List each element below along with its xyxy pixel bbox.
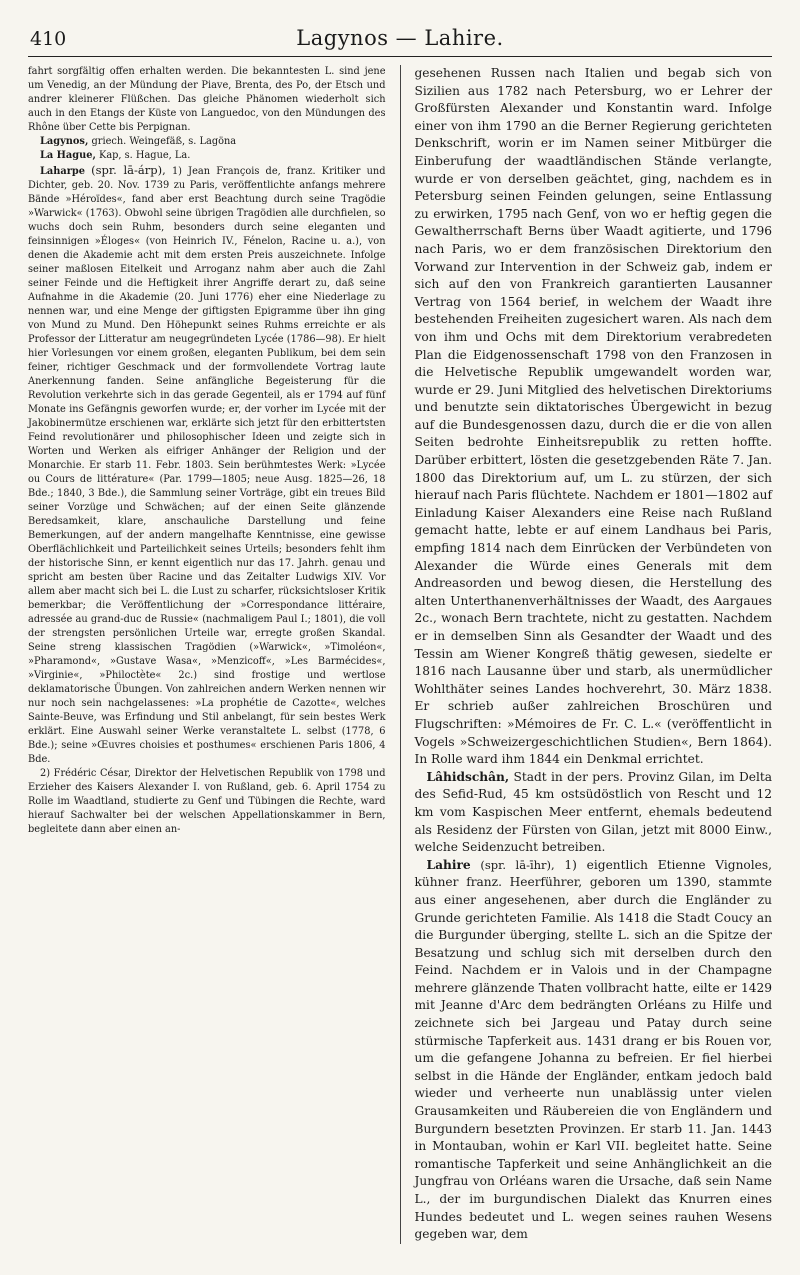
pronunciation: (spr. lā-īhr), <box>480 857 555 872</box>
page-header <box>28 22 772 57</box>
pronunciation: (spr. lā-árp), <box>91 163 166 177</box>
entry-continuation: fahrt sorgfältig offen erhalten werden. Die bekanntesten L. sind jene um Venedig, an der Mündung der Piave, Brenta, des Po, der Etsch und andrer kleinerer Flüßchen. Das gleiche Phänomen wiederholt sich auch in den Etangs der Küste von Languedoc, von den Mündungen des Rhône über Cette bis Perpignan. <box>28 66 386 133</box>
headword: Lâhidschân, <box>426 769 510 784</box>
headword: Lagynos, <box>40 136 89 147</box>
entry-continuation: gesehenen Russen nach Italien und begab sich von Sizilien aus 1782 nach Petersburg, wo er Lehrer der Großfürsten Alexander und Konstantin ward. Infolge einer von ihm 1790 an die Berner Regierung gerichteten Denkschrift, worin er im Namen seiner Mitbürger die Einberufung der waadtländischen Stände verlangte, wurde er von derselben geächtet, ging, nachdem es in Petersburg seinen Feinden gelungen, seine Entlassung zu erwirken, 1795 nach Genf, von wo er heftig gegen die Gewaltherrschaft Berns über Waadt agitierte, und 1796 nach Paris, wo er dem französischen Direktorium den Vorwand zur Intervention in der Schweiz gab, indem er sich auf den von Frankreich garantierten Lausanner Vertrag von 1564 berief, in welchem der Waadt ihre bestehenden Freiheiten zugesichert waren. Als nach dem von ihm und Ochs mit dem Direktorium verabredeten Plan die Eidgenossenschaft 1798 von den Franzosen in die Helvetische Republik umgewandelt worden war, wurde er 29. Juni Mitglied des helvetischen Direktoriums und benutzte sein diktatorisches Übergewicht in bezug auf die Bundesgenossen dazu, durch die er die von allen Seiten bedrohte Einheitsrepublik zu retten hoffte. Darüber erbittert, lösten die gesetzgebenden Räte 7. Jan. 1800 das Direktorium auf, um L. zu stürzen, der sich hierauf nach Paris flüchtete. Nachdem er 1801—1802 auf Einladung Kaiser Alexanders eine Reise nach Rußland gemacht hatte, lebte er auf einem Landhaus bei Paris, empfing 1814 nach dem Einrücken der Verbündeten von Alexander die Würde eines Generals mit dem Andreasorden und bewog diesen, die Herstellung des alten Unterthanenverhältnisses der Waadt, des Aargaues 2c., wonach Bern trachtete, nicht zu gestatten. Nachdem er in demselben Sinn als Gesandter der Waadt und des Tessin am Wiener Kongreß thätig gewesen, siedelte er 1816 nach Lausanne über und starb, als unermüdlicher Wohlthäter seines Landes hochverehrt, 30. März 1838. Er schrieb außer zahlreichen Broschüren und Flugschriften: »Mémoires de Fr. C. L.« (veröffentlicht in Vogels »Schweizergeschichtlichen Studien«, Bern 1864). In Rolle ward ihm 1844 ein Denkmal errichtet. <box>414 66 773 767</box>
headword: La Hague, <box>40 150 96 161</box>
columns <box>28 65 772 1244</box>
entry-lahidschan: Lâhidschân, Stadt in der pers. Provinz Gilan, im Delta des Sefid-Rud, 45 km ostsüdöstlich von Rescht und 12 km vom Kaspischen Meer entfernt, ehemals bedeutend als Residenz der Fürsten von Gilan, jetzt mit 8000 Einw., welche Seidenzucht betreiben. <box>414 769 773 855</box>
entry-lahire: Lahire (spr. lā-īhr), 1) eigentlich Etienne Vignoles, kühner franz. Heerführer, geboren um 1390, stammte aus einer angesehenen, aber durch die Engländer zu Grunde gerichteten Familie. Als 1418 die Stadt Coucy an die Burgunder überging, stellte L. sich an die Spitze der Besatzung und schlug sich mit derselben durch den Feind. Nachdem er in Valois und in der Champagne mehrere glänzende Thaten vollbracht hatte, eilte er 1429 mit Jeanne d'Arc dem bedrängten Orléans zu Hilfe und zeichnete sich bei Jargeau und Patay durch seine stürmische Tapferkeit aus. 1431 drang er bis Rouen vor, um die gefangene Johanna zu befreien. Er fiel hierbei selbst in die Hände der Engländer, entkam jedoch bald wieder und verheerte nun unablässig unter vielen Grausamkeiten und Räubereien die von Engländern und Burgundern besetzten Provinzen. Er starb 11. Jan. 1443 in Montauban, wohin er Karl VII. begleitet hatte. Seine romantische Tapferkeit und seine Anhänglichkeit an die Jungfrau von Orléans waren die Ursache, daß sein Name L., der im burgundischen Dialekt das Knurren eines Hundes bedeutet und L. wegen seines rauhen Wesens gegeben war, dem <box>414 857 773 1242</box>
entry-laharpe-2: 2) Frédéric César, Direktor der Helvetischen Republik von 1798 und Erzieher des Kaisers Alexander I. von Rußland, geb. 6. April 1754 zu Rolle im Waadtland, studierte zu Genf und Tübingen die Rechte, ward hierauf Sachwalter bei der welschen Appellationskammer in Bern, begleitete dann aber einen an- <box>28 768 386 835</box>
running-title: Lagynos — Lahire. <box>296 26 504 50</box>
column-divider <box>400 65 401 1244</box>
right-column <box>415 65 773 1244</box>
entry-la-hague: La Hague, Kap, s. Hague, La. <box>40 150 191 161</box>
headword: Lahire <box>426 857 471 872</box>
left-column <box>28 65 386 1244</box>
page-number: 410 <box>30 28 67 50</box>
entry-lagynos: Lagynos, griech. Weingefäß, s. Lagöna <box>40 136 237 147</box>
headword: Laharpe <box>40 166 85 177</box>
entry-laharpe: Laharpe (spr. lā-árp), 1) Jean François de, franz. Kritiker und Dichter, geb. 20. Nov. 1739 zu Paris, veröffentlichte anfangs mehrere Bände »Héroïdes«, fand aber erst Beachtung durch seine Tragödie »Warwick« (1763). Obwohl seine übrigen Tragödien alle durchfielen, so wuchs doch sein Ruhm, besonders durch seine eleganten und feinsinnigen »Éloges« (von Heinrich IV., Fénelon, Racine u. a.), von denen die Akademie acht mit dem ersten Preis auszeichnete. Infolge seiner maßlosen Eitelkeit und Arroganz nahm aber auch die Zahl seiner Feinde und die Heftigkeit ihrer Angriffe derart zu, daß seine Aufnahme in die Akademie (20. Juni 1776) eher eine Niederlage zu nennen war, und eine Menge der giftigsten Epigramme über ihn ging von Mund zu Mund. Den Höhepunkt seines Ruhms erreichte er als Professor der Litteratur am neugegründeten Lycée (1786—98). Er hielt hier Vorlesungen vor einem großen, eleganten Publikum, bei dem sein feiner, richtiger Geschmack und der formvollendete Vortrag laute Anerkennung fanden. Seine anfängliche Begeisterung für die Revolution verkehrte sich in das gerade Gegenteil, als er 1794 auf fünf Monate ins Gefängnis geworfen wurde; er, der vorher im Lycée mit der Jakobinermütze erschienen war, erklärte sich jetzt für den erbittertsten Feind revolutionärer und philosophischer Ideen und zeigte sich in Worten und Werken als eifriger Anhänger der Religion und der Monarchie. Er starb 11. Febr. 1803. Sein berühmtestes Werk: »Lycée ou Cours de littérature« (Par. 1799—1805; neue Ausg. 1825—26, 18 Bde.; 1840, 3 Bde.), die Sammlung seiner Vorträge, gibt ein treues Bild seiner Vorzüge und Schwächen; auf der einen Seite glänzende Beredsamkeit, klare, anschauliche Darstellung und feine Bemerkungen, auf der andern mangelhafte Kenntnisse, eine gewisse Oberflächlichkeit und Parteilichkeit seines Urteils; besonders fehlt ihm der historische Sinn, er kennt eigentlich nur das 17. Jahrh. genau und spricht am besten über Racine und das Zeitalter Ludwigs XIV. Vor allem aber macht sich bei L. die Lust zu scharfer, rücksichtsloser Kritik bemerkbar; die Veröffentlichung der »Correspondance littéraire, adressée au grand-duc de Russie« (nachmaligem Paul I.; 1801), die voll der strengsten persönlichen Urteile war, erregte großen Skandal. Seine streng klassischen Tragödien (»Warwick«, »Timoléon«, »Pharamond«, »Gustave Wasa«, »Menzicoff«, »Les Barmécides«, »Virginie«, »Philoctète« 2c.) sind frostige und wertlose deklamatorische Übungen. Von zahlreichen andern Werken nennen wir nur noch sein nachgelassenes: »La prophétie de Cazotte«, welches Sainte-Beuve, was Erfindung und Stil anbelangt, für sein bestes Werk erklärt. Eine Auswahl seiner Werke veranstaltete L. selbst (1778, 6 Bde.); seine »Œuvres choisies et posthumes« erschienen Paris 1806, 4 Bde. <box>28 163 386 765</box>
